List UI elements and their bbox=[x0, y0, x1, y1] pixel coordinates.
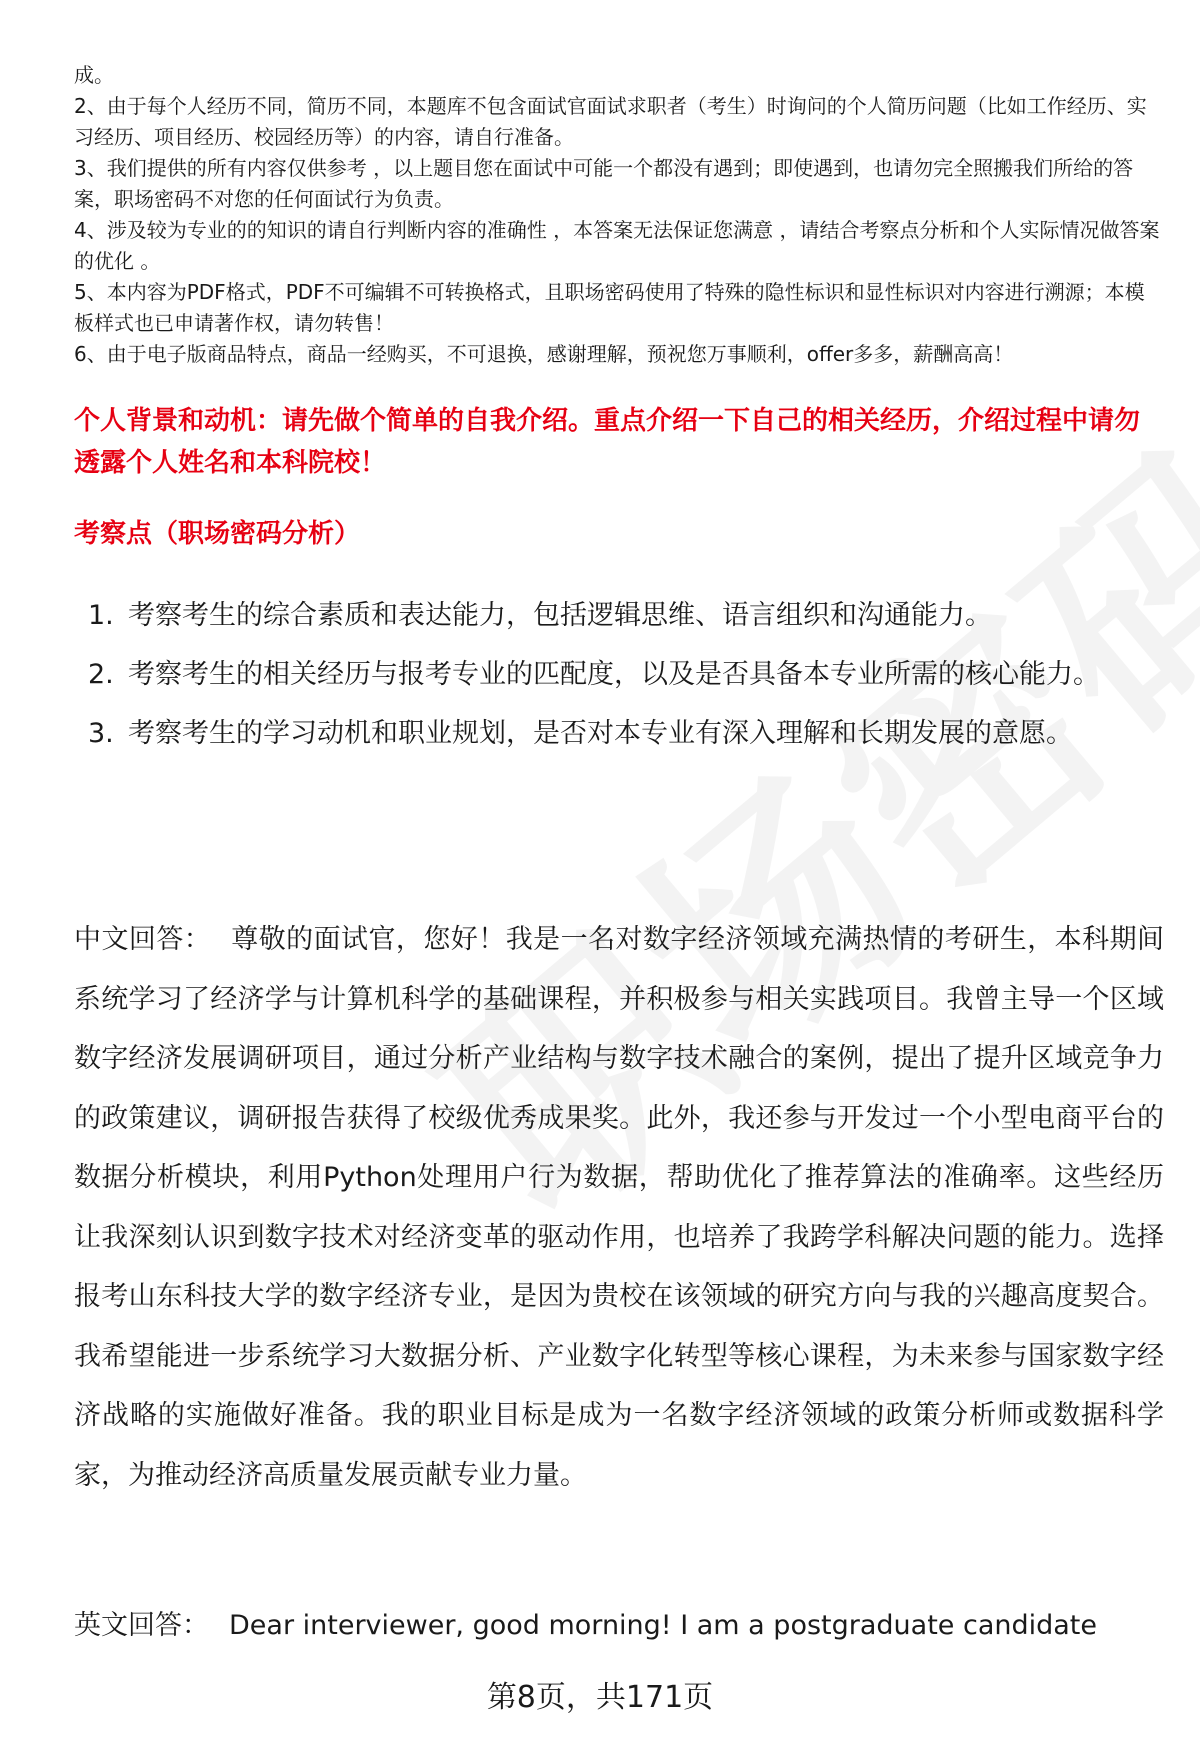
list-number: 3. bbox=[88, 718, 114, 749]
list-number: 2. bbox=[88, 659, 114, 690]
list-item bbox=[88, 645, 1148, 704]
answer-text: 尊敬的面试官，您好！我是一名对数字经济领域充满热情的考研生，本科期间系统学习了经济学与计算机科学的基础课程，并积极参与相关实践项目。我曾主导一个区域数字经济发展调研项目，通过分析产业结构与数字技术融合的案例，提出了提升区域竞争力的政策建议，调研报告获得了校级优秀成果奖。此外，我还参与开发过一个小型电商平台的数据分析模块，利用Python处理用户行为数据，帮助优化了推荐算法的准确率。这些经历让我深刻认识到数字技术对经济变革的驱动作用，也培养了我跨学科解决问题的能力。选择报考山东科技大学的数字经济专业，是因为贵校在该领域的研究方向与我的兴趣高度契合。我希望能进一步系统学习大数据分析、产业数字化转型等核心课程，为未来参与国家数字经济战略的实施做好准备。我的职业目标是成为一名数字经济领域的政策分析师或数据科学家，为推动经济高质量发展贡献专业力量。 bbox=[74, 924, 1165, 1491]
disclaimer-notes bbox=[74, 60, 1164, 370]
list-number: 1. bbox=[88, 600, 114, 631]
note-line: 4、涉及较为专业的的知识的请自行判断内容的准确性 ，本答案无法保证您满意 ，请结合考察点分析和个人实际情况做答案的优化 。 bbox=[74, 218, 1160, 273]
list-item bbox=[88, 704, 1148, 763]
note-line: 2、由于每个人经历不同，简历不同，本题库不包含面试官面试求职者（考生）时询问的个人简历问题（比如工作经历、实习经历、项目经历、校园经历等）的内容，请自行准备。 bbox=[74, 94, 1147, 149]
list-text: 考察考生的学习动机和职业规划，是否对本专业有深入理解和长期发展的意愿。 bbox=[128, 718, 1073, 749]
answer-label: 英文回答： bbox=[74, 1610, 209, 1641]
assessment-points bbox=[88, 586, 1148, 763]
question-heading: 个人背景和动机：请先做个简单的自我介绍。重点介绍一下自己的相关经历，介绍过程中请勿透露个人姓名和本科院校！ bbox=[74, 406, 1141, 478]
points-heading: 考察点（职场密码分析） bbox=[74, 519, 361, 549]
english-answer bbox=[74, 1596, 1164, 1656]
list-text: 考察考生的相关经历与报考专业的匹配度，以及是否具备本专业所需的核心能力。 bbox=[128, 659, 1100, 690]
list-item bbox=[88, 586, 1148, 645]
list-text: 考察考生的综合素质和表达能力，包括逻辑思维、语言组织和沟通能力。 bbox=[128, 600, 992, 631]
note-line: 5、本内容为PDF格式，PDF不可编辑不可转换格式，且职场密码使用了特殊的隐性标识和显性标识对内容进行溯源；本模板样式也已申请著作权，请勿转售！ bbox=[74, 280, 1145, 335]
answer-text: Dear interviewer, good morning! I am a postgraduate candidate bbox=[229, 1610, 1098, 1641]
page-footer: 第8页，共171页 bbox=[486, 1680, 714, 1715]
answer-label: 中文回答： bbox=[74, 924, 212, 955]
note-line: 6、由于电子版商品特点，商品一经购买，不可退换，感谢理解，预祝您万事顺利，offer多多，薪酬高高！ bbox=[74, 342, 1014, 366]
note-line: 3、我们提供的所有内容仅供参考 ，以上题目您在面试中可能一个都没有遇到；即使遇到，也请勿完全照搬我们所给的答案，职场密码不对您的任何面试行为负责。 bbox=[74, 156, 1134, 211]
note-line: 成。 bbox=[74, 63, 114, 87]
chinese-answer bbox=[74, 910, 1164, 1505]
